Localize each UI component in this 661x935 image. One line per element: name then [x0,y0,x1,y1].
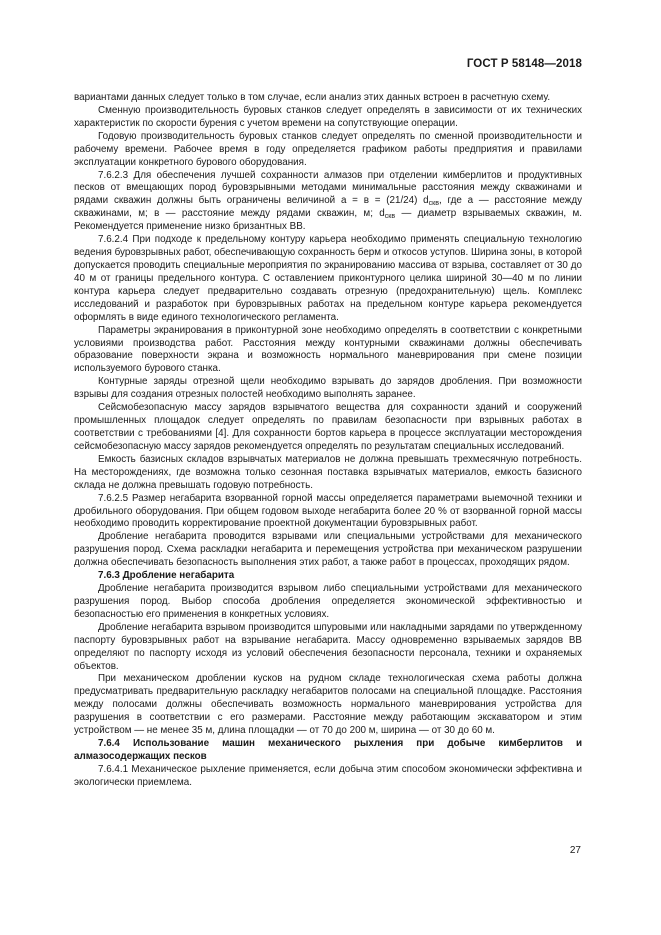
paragraph: Сейсмобезопасную массу зарядов взрывчатого вещества для сохранности зданий и сооружений промышленных площадок следует определять по правилам безопасности при взрывных работах в соответствии с требованиями [4]. Для сохранности бортов карьера в процессе эксплуатации месторождения сейсмобезопасную массу зарядов рекомендуется определять по результатам специальных исследований. [74,402,582,452]
paragraph: Дробление негабарита производится взрывом либо специальными устройствами для механического разрушения пород. Выбор способа дробления определяется экономической эффективностью и безопасностью его применения в конкретных условиях. [74,583,582,620]
text-span: , где а — расстояние между скважинами, м; в — расстояние между рядами скважин, м; d [74,195,582,220]
section-heading: 7.6.3 Дробление негабарита [98,570,235,582]
paragraph: Дробление негабарита взрывом производится шпуровыми или накладными зарядами по утвержденному паспорту буровзрывных работ на взрывание негабарита. Массу одновременно взрываемых зарядов ВВ определяют по паспорту исходя из условий обеспечения безопасности персонала, техники и охраняемых объектов. [74,621,582,672]
text-span: 7.6.2.3 Для обеспечения лучшей сохранности алмазов при отделении кимберлитов и продуктивных песков от вмещающих пород буровзрывными методами минимальные расстояния между скважинами и рядами скважин должны быть ограничены величиной [74,169,582,207]
paragraph: Дробление негабарита проводится взрывами или специальными устройствами для механического разрушения пород. Схема раскладки негабарита и перемещения устройства при механическом разрушении должна обеспечивать безопасность выполнения этих работ, а также работ в процессах, проходящих рядом. [74,531,582,569]
paragraph: 7.6.4.1 Механическое рыхление применяется, если добыча этим способом экономически эффективна и экологически приемлема. [74,763,582,788]
paragraph: Емкость базисных складов взрывчатых материалов не должна превышать трехмесячную потребность. На месторождениях, где возможна только сезонная поставка взрывчатых материалов, емкость базисного склада не должна превышать годовую потребность. [74,453,582,491]
paragraph: Сменную производительность буровых станков следует определять в зависимости от их технических характеристик по скорости бурения с учетом времени на сопутствующие операции. [74,104,582,129]
paragraph: Параметры экранирования в приконтурной зоне необходимо определять в соответствии с конкретными условиями производства работ. Расстояния между контурными скважинами должны обеспечивать образование поверхности экрана и возможность нормального маневрирования при смене позиции используемого бурового станка. [74,324,582,375]
body-text [74,92,582,790]
standard-header: ГОСТ Р 58148—2018 [466,58,582,70]
paragraph: вариантами данных следует только в том случае, если анализ этих данных встроен в расчетную схему. [74,92,551,103]
paragraph: При механическом дроблении кусков на рудном складе технологическая схема работы должна предусматривать предварительную раскладку негабаритов полосами на специальной площадке. Расстояния между полосами должны обеспечивать возможность нормального маневрирования устройства для разрушения в соответствии с его размерами. Расстояние между работающим экскаватором и этим устройством — не менее 35 м, длина площадки — от 70 до 200 м, ширина — от 30 до 60 м. [74,673,582,737]
formula: а = в = (21/24) d [340,195,429,207]
subscript: скв [384,213,396,221]
text-span: — диаметр взрываемых скважин, м. Рекомендуется применение низко бризантных ВВ. [74,208,583,233]
paragraph: 7.6.2.5 Размер негабарита взорванной горной массы определяется параметрами выемочной техники и дробильного оборудования. При общем годовом выходе негабарита более 20 % от взорванной горной массы необходимо проводить корректирование проектной документации буровзрывных работ. [74,492,582,530]
page-number: 27 [569,845,581,856]
subscript: скв [428,200,439,208]
paragraph: Годовую производительность буровых станков следует определять по сменной производительности и рабочему времени. Рабочее время в году определяется графиком работы предприятия и правилами эксплуатации конкретного бурового оборудования. [74,130,582,168]
section-heading: 7.6.4 Использование машин механического рыхления при добыче кимберлитов и алмазосодержащих песков [74,738,582,763]
paragraph: 7.6.2.4 При подходе к предельному контуру карьера необходимо применять специальную технологию ведения буровзрывных работ, обеспечивающую сохранность берм и откосов уступов. Ширина зоны, в которой допускается проводить специальные мероприятия по экранированию массива от взрыва, составляет от 30 до 40 м от границы предельного контура. С оставлением приконтурного целика шириной 30—40 м по линии контура карьера следует предварительно создавать отрезную (предохранительную) щель. Комплекс исследований и разработок при буровзрывных работах на предельном контуре карьера рекомендуется оформлять в виде единого технологического регламента. [74,234,582,323]
paragraph: Контурные заряды отрезной щели необходимо взрывать до зарядов дробления. При возможности взрывы для создания отрезных полостей необходимо выполнять заранее. [74,376,582,401]
paragraph-formula [74,170,582,235]
